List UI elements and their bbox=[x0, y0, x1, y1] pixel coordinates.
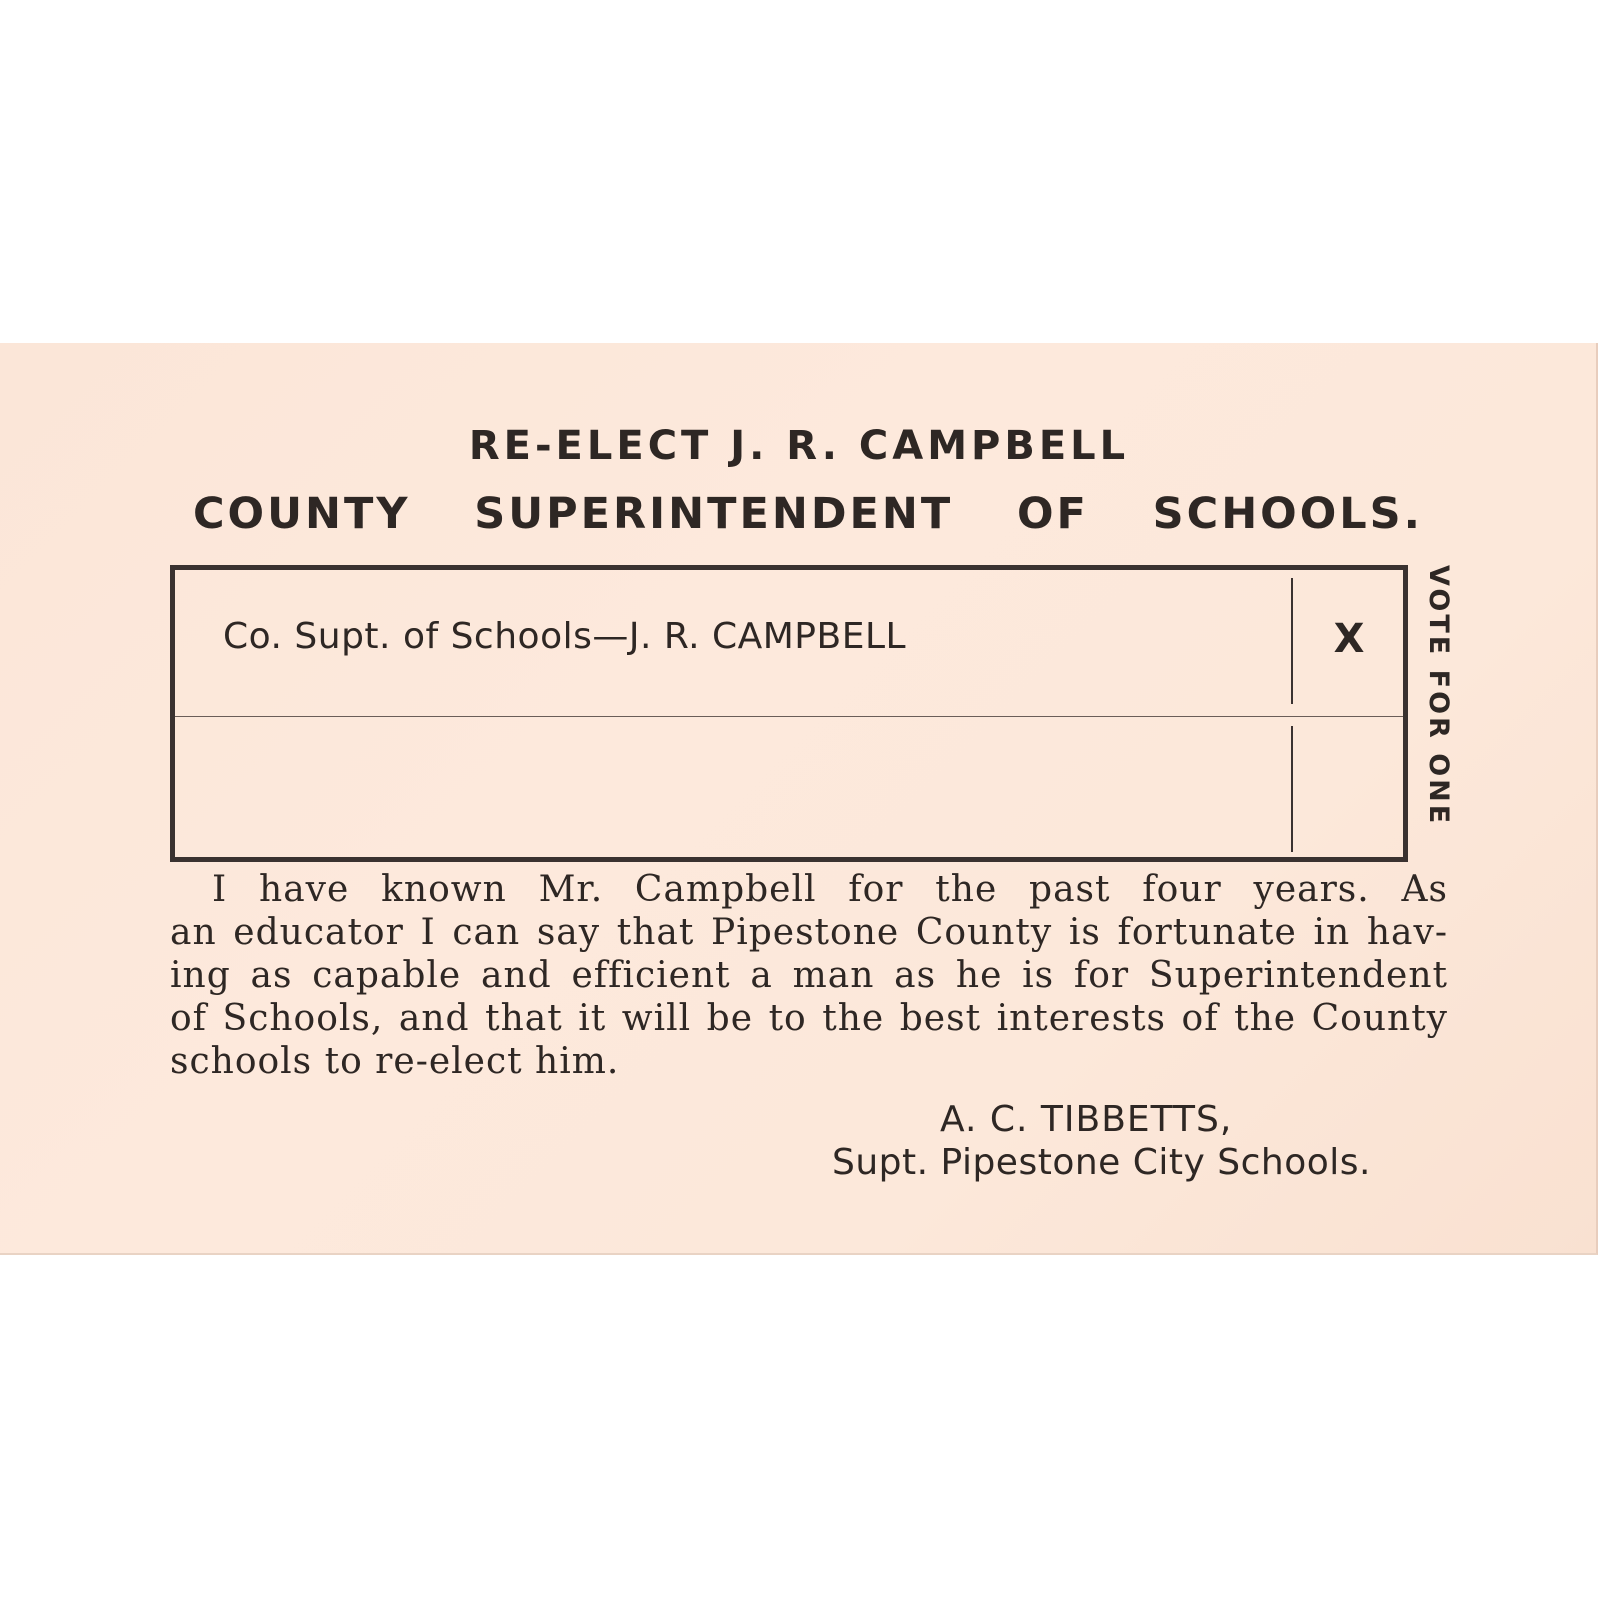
sample-ballot-box bbox=[170, 565, 1408, 862]
endorsement-line: of Schools, and that it will be to the best interests of the County bbox=[170, 998, 1448, 1039]
ballot-column-divider-bottom bbox=[1291, 726, 1293, 852]
ballot-column-divider-top bbox=[1291, 578, 1293, 704]
card-heading-office: COUNTY SUPERINTENDENT OF SCHOOLS. bbox=[193, 489, 1423, 539]
signer-name: A. C. TIBBETTS, bbox=[940, 1099, 1233, 1140]
endorsement-line: I have known Mr. Campbell for the past four years. As bbox=[212, 869, 1448, 910]
ballot-row-divider bbox=[175, 716, 1403, 717]
endorsement-line: schools to re-elect him. bbox=[170, 1041, 620, 1082]
ballot-candidate-label: Co. Supt. of Schools—J. R. CAMPBELL bbox=[223, 616, 907, 657]
endorsement-line: ing as capable and efficient a man as he is for Superintendent bbox=[170, 955, 1448, 996]
card-heading-name: RE-ELECT J. R. CAMPBELL bbox=[468, 423, 1130, 469]
campaign-card bbox=[0, 343, 1598, 1255]
vote-for-one-note: VOTE FOR ONE bbox=[1423, 565, 1454, 827]
signer-title: Supt. Pipestone City Schools. bbox=[832, 1142, 1371, 1183]
endorsement-paragraph bbox=[170, 868, 1448, 1083]
ballot-vote-mark: X bbox=[1333, 616, 1365, 662]
endorsement-line: an educator I can say that Pipestone County is fortunate in hav- bbox=[170, 912, 1448, 953]
